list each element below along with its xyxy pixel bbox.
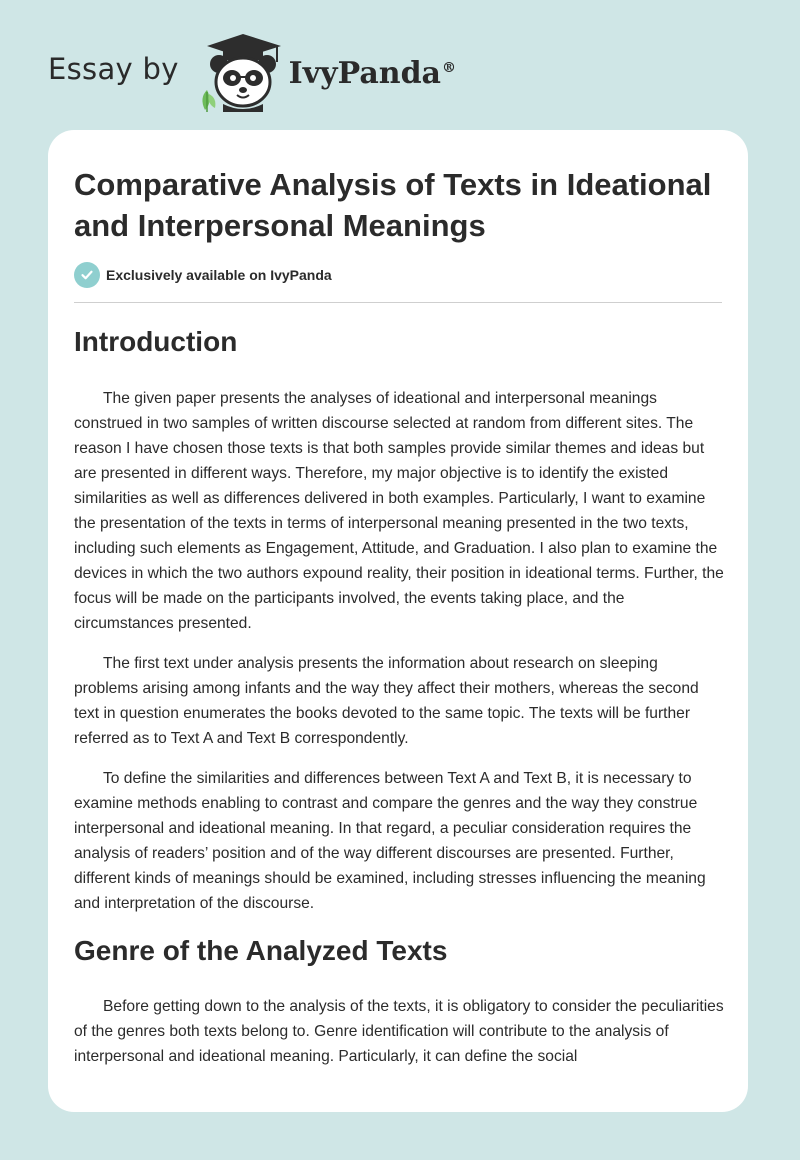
article-card [48, 130, 748, 1112]
exclusive-badge [74, 262, 332, 288]
essay-by-label: Essay by [48, 52, 179, 86]
paragraph: The first text under analysis presents the information about research on sleeping problems arising among infants and the way they affect their mothers, whereas the second text in question enumerates the books devoted to the same topic. The texts will be further referred as to Text A and Text B correspondently. [74, 655, 699, 747]
paragraph: Before getting down to the analysis of the texts, it is obligatory to consider the peculiarities of the genres both texts belong to. Genre identification will contribute to the analysis of interpersonal and ideational meaning. Particularly, it can define the social [74, 998, 724, 1065]
section-heading-introduction: Introduction [74, 326, 238, 357]
panda-logo-icon[interactable] [197, 32, 285, 112]
paragraph: The given paper presents the analyses of ideational and interpersonal meanings construed in two samples of written discourse selected at random from different sites. The reason I have chosen those texts is that both samples provide similar themes and ideas but are presented in different ways. Therefore, my major objective is to identify the existed similarities as well as differences delivered in both examples. Particularly, I want to examine the presentation of the texts in terms of interpersonal meaning presented in the two texts, including such elements as Engagement, Attitude, and Graduation. I also plan to examine the devices in which the two authors expound reality, their position in ideational terms. Further, the focus will be made on the participants involved, the events taking place, and the circumstances presented. [74, 390, 724, 632]
section-heading-genre: Genre of the Analyzed Texts [74, 935, 448, 966]
title-divider [74, 302, 722, 303]
registered-mark: ® [442, 59, 456, 76]
exclusive-label: Exclusively available on IvyPanda [106, 267, 332, 283]
site-header [48, 32, 456, 112]
brand-name[interactable]: IvyPanda® [288, 55, 456, 91]
check-icon [74, 262, 100, 288]
paragraph: To define the similarities and differences between Text A and Text B, it is necessary to examine methods enabling to contrast and compare the genres and the way they construe interpersonal and ideational meaning. In that regard, a peculiar consideration requires the analysis of readers’ position and of the way different discourses are presented. Further, different kinds of meanings should be examined, including stresses influencing the meaning and interpretation of the discourse. [74, 770, 706, 912]
article-title: Comparative Analysis of Texts in Ideational and Interpersonal Meanings [74, 167, 712, 243]
